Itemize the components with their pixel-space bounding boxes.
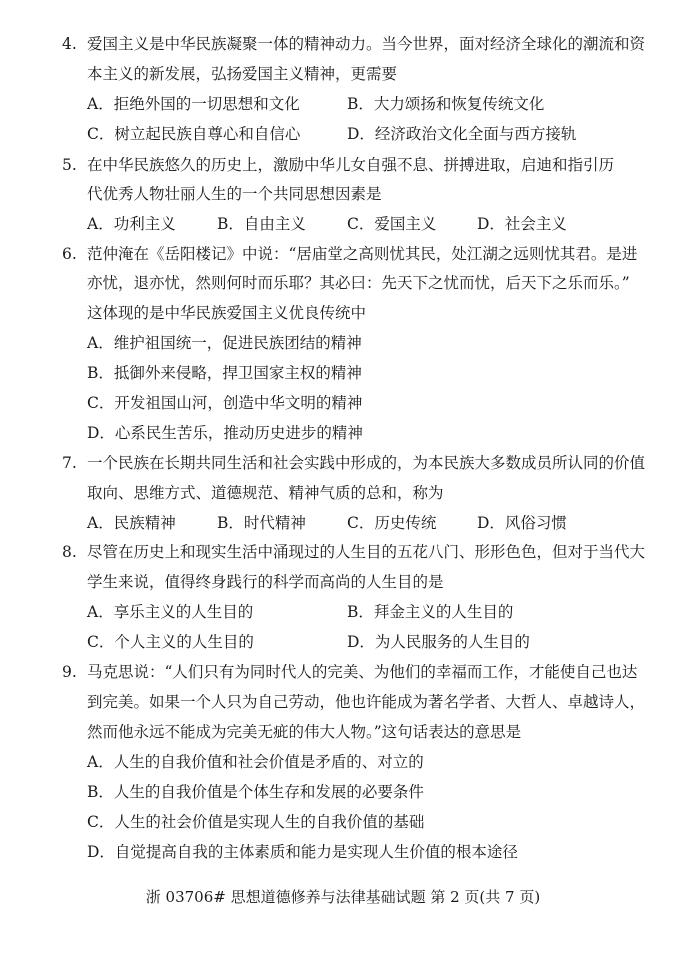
question-stem-line: 范仲淹在《岳阳楼记》中说：“居庙堂之高则忧其民，处江湖之远则忧其君。是进 <box>87 245 638 263</box>
option-d: D．自觉提高自我的主体素质和能力是实现人生价值的根本途径 <box>87 843 518 861</box>
option-c: C．开发祖国山河，创造中华文明的精神 <box>87 394 363 412</box>
page-footer: 浙 03706# 思想道德修养与法律基础试题 第 2 页(共 7 页) <box>145 888 541 906</box>
question-number: 6. <box>62 245 77 263</box>
option-a: A．拒绝外国的一切思想和文化 <box>87 95 300 113</box>
option-d: D．心系民生苦乐，推动历史进步的精神 <box>87 424 363 442</box>
question-stem-line: 尽管在历史上和现实生活中涌现过的人生目的五花八门、形形色色，但对于当代大 <box>87 543 646 561</box>
question-number: 4. <box>62 35 77 53</box>
question-number: 5. <box>62 156 77 174</box>
option-b: B．自由主义 <box>217 215 306 233</box>
question-stem-line: 本主义的新发展，弘扬爱国主义精神，更需要 <box>87 65 398 83</box>
option-d: D．风俗习惯 <box>477 514 567 532</box>
option-b: B．人生的自我价值是个体生存和发展的必要条件 <box>87 783 424 801</box>
option-d: D．经济政治文化全面与西方接轨 <box>347 125 577 143</box>
option-c: C．历史传统 <box>347 514 437 532</box>
question-stem-line: 然而他永远不能成为完美无疵的伟大人物。”这句话表达的意思是 <box>87 723 522 741</box>
option-a: A．人生的自我价值和社会价值是矛盾的、对立的 <box>87 753 424 771</box>
question-stem-line: 学生来说，值得终身践行的科学而高尚的人生目的是 <box>87 573 444 591</box>
option-b: B．时代精神 <box>217 514 306 532</box>
option-d: D．为人民服务的人生目的 <box>347 633 530 651</box>
question-stem-line: 这体现的是中华民族爱国主义优良传统中 <box>87 304 367 322</box>
option-a: A．功利主义 <box>87 215 176 233</box>
option-c: C．个人主义的人生目的 <box>87 633 254 651</box>
option-d: D．社会主义 <box>477 215 567 233</box>
question-number: 9. <box>62 663 77 681</box>
option-b: B．拜金主义的人生目的 <box>347 603 514 621</box>
question-number: 8. <box>62 543 77 561</box>
option-c: C．人生的社会价值是实现人生的自我价值的基础 <box>87 813 425 831</box>
question-number: 7. <box>62 454 77 472</box>
question-stem-line: 爱国主义是中华民族凝聚一体的精神动力。当今世界，面对经济全球化的潮流和资 <box>87 35 646 53</box>
option-c: C．树立起民族自尊心和自信心 <box>87 125 301 143</box>
question-stem-line: 到完美。如果一个人只为自己劳动，他也许能成为著名学者、大哲人、卓越诗人， <box>87 693 646 711</box>
option-a: A．维护祖国统一，促进民族团结的精神 <box>87 334 362 352</box>
question-stem-line: 一个民族在长期共同生活和社会实践中形成的，为本民族大多数成员所认同的价值 <box>87 454 646 472</box>
question-stem-line: 亦忧，退亦忧，然则何时而乐耶？其必曰：先天下之忧而忧，后天下之乐而乐。” <box>87 274 630 292</box>
option-b: B．抵御外来侵略，捍卫国家主权的精神 <box>87 364 362 382</box>
option-b: B．大力颂扬和恢复传统文化 <box>347 95 545 113</box>
option-a: A．享乐主义的人生目的 <box>87 603 254 621</box>
question-stem-line: 代优秀人物壮丽人生的一个共同思想因素是 <box>87 185 382 203</box>
option-c: C．爱国主义 <box>347 215 437 233</box>
question-stem-line: 在中华民族悠久的历史上，激励中华儿女自强不息、拼搏进取，启迪和指引历 <box>87 156 615 174</box>
question-stem-line: 取向、思维方式、道德规范、精神气质的总和，称为 <box>87 484 444 502</box>
option-a: A．民族精神 <box>87 514 176 532</box>
question-stem-line: 马克思说：“人们只有为同时代人的完美、为他们的幸福而工作，才能使自己也达 <box>87 663 638 681</box>
